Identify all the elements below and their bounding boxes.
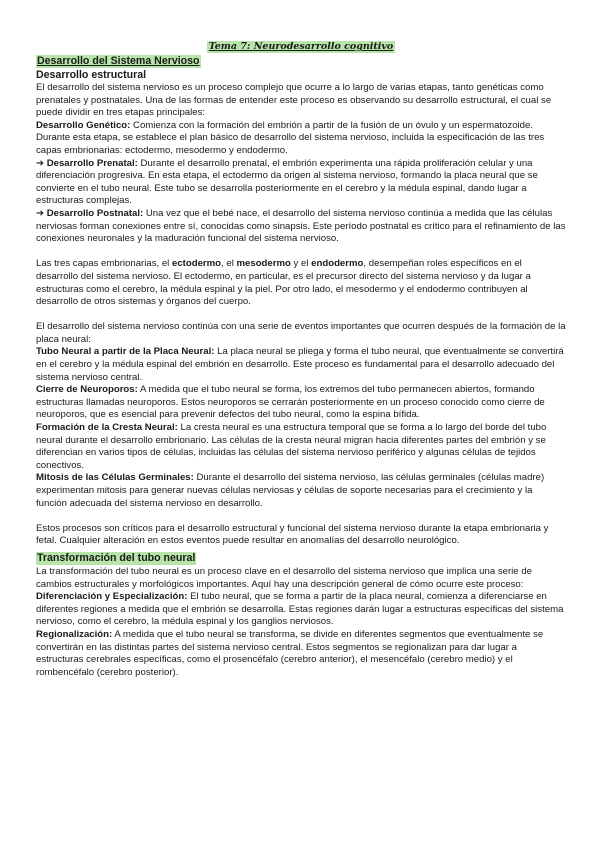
events-conclusion: Estos procesos son críticos para el desarrollo estructural y funcional del sistema nervioso durante la etapa embrionaria y fetal. Cualquier alteración en estos eventos puede resultar en anomalías del desarrollo neurológico. [36,522,549,547]
tube-regionalization [36,629,566,679]
page-title: Tema 7: Neurodesarrollo cognitivo [208,41,394,52]
tube-text: El tubo neural, que se forma a partir de la placa neural, comienza a diferenciarse en diferentes regiones a medida que el embrión se desarrolla. Estas regiones darán lugar a estructuras específicas del sistema nervioso, como el cerebro, la médula espinal y los ganglios nerviosos. [36,591,564,628]
spacer [36,309,566,322]
event-germ-cells [36,472,566,510]
intro-paragraph: El desarrollo del sistema nervioso es un proceso complejo que ocurre a lo largo de varias etapas, tanto genéticas como prenatales y postnatales. Una de las formas de entender este proceso es observando su desarrollo estructural, el cual se puede dividir en tres etapas principales: [36,82,552,119]
stage-prenatal [36,158,566,208]
event-term: Mitosis de las Células Germinales: [36,472,194,484]
spacer [36,510,566,523]
layers-text: , desempeñan roles específicos en el desarrollo del sistema nervioso. El ectodermo, en particular, es el precursor directo del sistema nervioso y da lugar a estructuras como el cerebro, la médula espinal y la piel. Por otro lado, el mesodermo y el endodermo contribuyen al desarrollo de otros sistemas y órganos del cuerpo. [36,258,531,308]
event-neural-tube [36,346,566,384]
layers-text: , el [221,258,237,270]
subsection-heading-tube: Transformación del tubo neural [37,551,196,564]
stage-term: ➔ Desarrollo Postnatal: [36,207,144,219]
title-row [36,36,566,50]
stage-genetic [36,120,566,158]
event-text: La cresta neural es una estructura temporal que se forma a lo largo del borde del tubo neural durante el desarrollo embrionario. Las células de la cresta neural migran hacia diferentes partes del embrión y se diferencian en varios tipos de células, incluidas las células del sistema nervioso periférico y algunas células de tejidos conectivos. [36,422,547,471]
tube-intro: La transformación del tubo neural es un proceso clave en el desarrollo del sistema nervioso que implica una serie de cambios estructurales y morfológicos importantes. Aquí hay una descripción general de cómo ocurre este proceso: [36,565,532,590]
events-intro: El desarrollo del sistema nervioso continúa con una serie de eventos importantes que ocurren después de la formación de la placa neural: [36,321,566,345]
event-neural-crest [36,422,566,472]
stage-postnatal [36,208,566,246]
mesodermo-term: mesodermo [236,258,291,270]
stage-text: Una vez que el bebé nace, el desarrollo del sistema nervioso continúa a medida que las células nerviosas forman conexiones entre sí, conocidas como sinapsis. Este período postnatal es crítico para el refinamiento de las conexiones neuronales y la maduración funcional del sistema nervioso. [36,207,566,245]
event-term: Formación de la Cresta Neural: [36,422,178,434]
spacer [36,246,566,259]
event-term: Tubo Neural a partir de la Placa Neural: [36,346,215,358]
tube-text: A medida que el tubo neural se transforma, se divide en diferentes segmentos que eventualmente se convertirán en las distintas partes del sistema nervioso central. Estos segmentos se regionalizan para dar lugar a estructuras cerebrales específicas, como el prosencéfalo (cerebro anterior), el mesencéfalo (cerebro medio) y el rombencéfalo (cerebro posterior). [36,628,544,678]
stage-text: Durante el desarrollo prenatal, el embrión experimenta una rápida proliferación celular y una diferenciación progresiva. En esta etapa, el ectodermo da origen al sistema nervioso, formando la placa neural que se convierte en el tubo neural. Este tubo se desarrolla posteriormente en el cerebro y la médula espinal, dando lugar a estructuras complejas. [36,157,538,207]
tube-differentiation [36,591,566,629]
document-page [36,36,566,679]
event-text: Durante el desarrollo del sistema nervioso, las células germinales (células madre) experimentan mitosis para generar nuevas células nerviosas y células de soporte necesarias para el crecimiento y la función adecuada del sistema nervioso en desarrollo. [36,472,545,509]
tube-term: Diferenciación y Especialización: [36,591,188,603]
tube-term: Regionalización: [36,628,113,640]
event-neuropores [36,384,566,422]
subsection-heading-structural: Desarrollo estructural [36,69,147,81]
event-text: La placa neural se pliega y forma el tubo neural, que eventualmente se convertirá en el cerebro y la médula espinal del embrión en desarrollo. Este proceso es fundamental para el desarrollo adecuado del sistema nervioso central. [36,346,564,383]
section-heading: Desarrollo del Sistema Nervioso [37,55,200,67]
ectodermo-term: ectodermo [171,258,222,270]
endodermo-term: endodermo [311,258,364,270]
layers-text: y el [290,258,312,270]
stage-term: ➔ Desarrollo Prenatal: [36,157,138,169]
event-text: A medida que el tubo neural se forma, los extremos del tubo permanecen abiertos, formando estructuras llamadas neuroporos. Estos neuroporos se cerrarán posteriormente en un proceso conocido como cierre de neuroporos, que es esencial para prevenir defectos del tubo neural, como la espina bífida. [36,384,545,421]
event-term: Cierre de Neuroporos: [36,384,138,396]
layers-text: Las tres capas embrionarias, el [36,258,172,270]
stage-text: Comienza con la formación del embrión a partir de la fusión de un óvulo y un espermatozoide. Durante esta etapa, se establece el plan básico de desarrollo del sistema nervioso, incluida la especificación de las tres capas embrionarias: ectodermo, mesodermo y endodermo. [36,119,545,156]
stage-term: Desarrollo Genético: [36,119,131,131]
layers-paragraph [36,258,566,308]
